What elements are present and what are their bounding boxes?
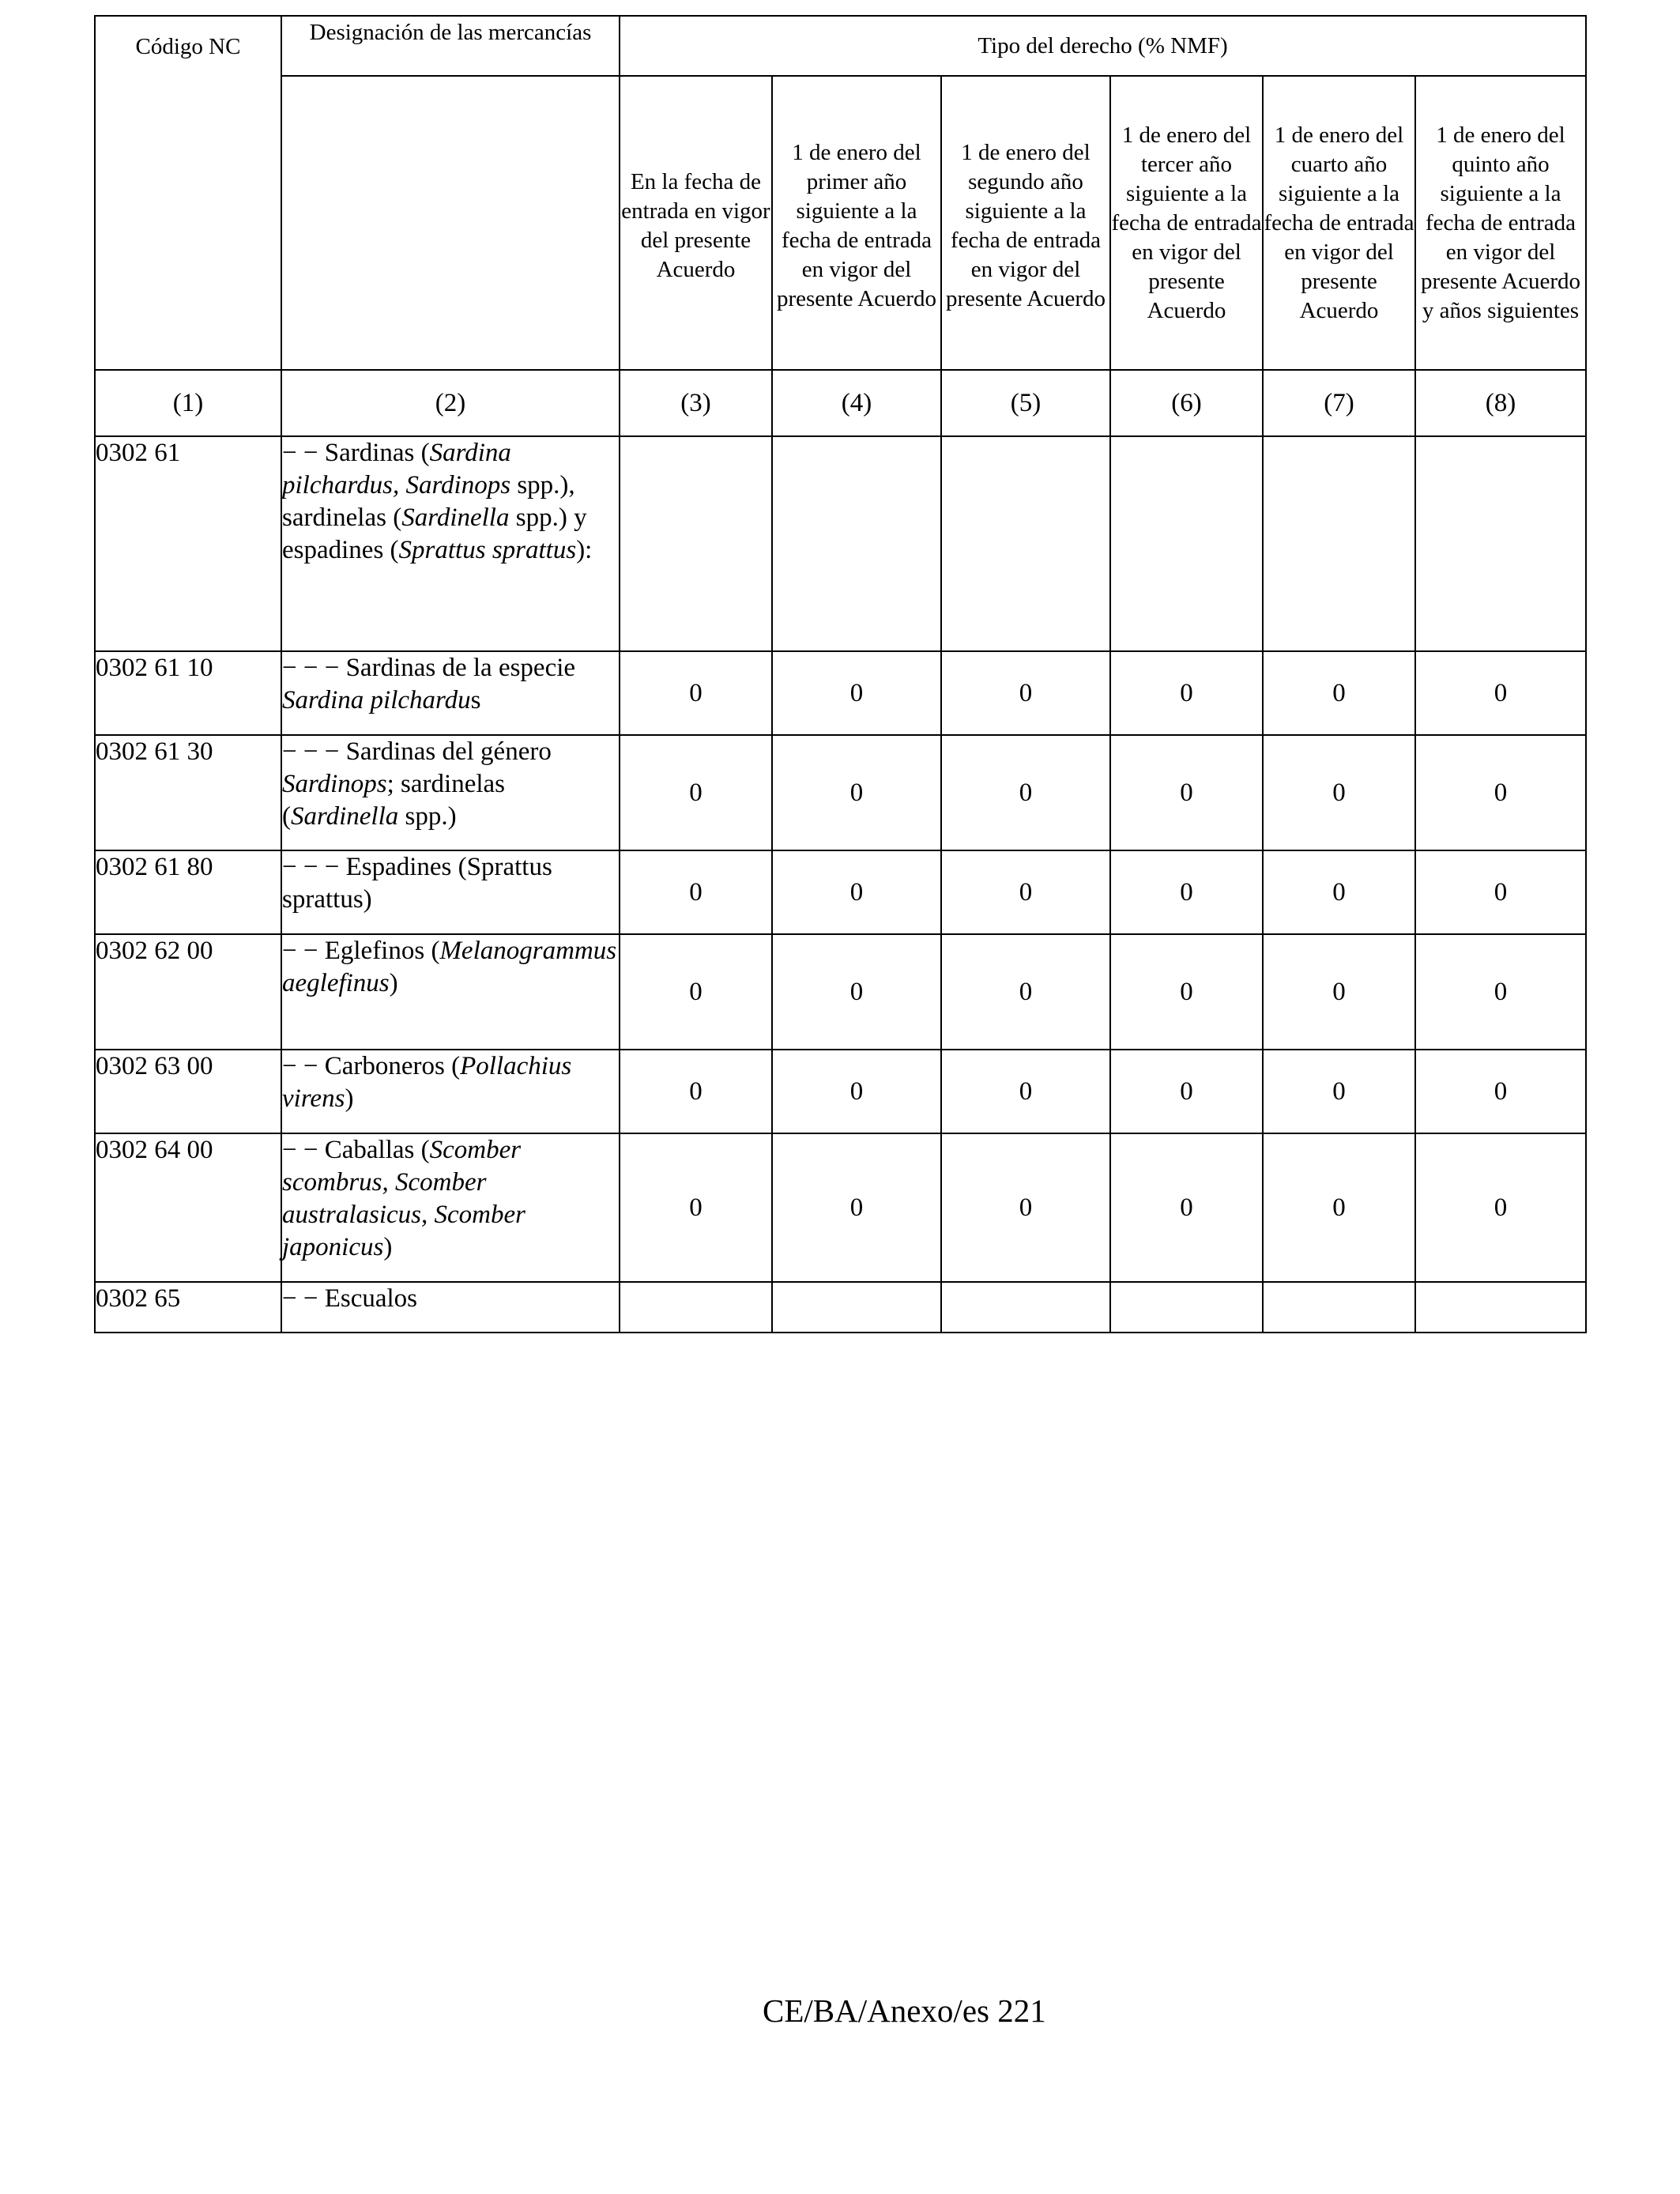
designation-cell (281, 1050, 620, 1133)
designation-italic-text: Scomber scombrus, Scomber australasicus, Scomber japonicus (282, 1136, 525, 1261)
duty-rate-cell: 0 (1110, 1050, 1263, 1133)
designation-text: s (470, 686, 481, 714)
duty-rate-cell: 0 (941, 1050, 1110, 1133)
cn-code-cell: 0302 61 80 (95, 850, 281, 934)
duty-rate-cell: 0 (1110, 850, 1263, 934)
page-footer: CE/BA/Anexo/es 221 (763, 1992, 1046, 2029)
duty-rate-cell: 0 (772, 1133, 941, 1282)
header-row-sub (95, 76, 1586, 370)
duty-rate-cell: 0 (772, 1050, 941, 1133)
designation-text: ) (389, 969, 398, 997)
designation-cell (281, 934, 620, 1050)
designation-cell (281, 735, 620, 850)
duty-rate-cell: 0 (1263, 850, 1415, 934)
duty-rate-cell: 0 (620, 850, 772, 934)
header-designation-blank (281, 76, 620, 370)
header-col-6: 1 de enero del tercer año siguiente a la fecha de entrada en vigor del presente Acuerdo (1110, 76, 1263, 370)
cn-code-cell: 0302 63 00 (95, 1050, 281, 1133)
duty-rate-cell: 0 (1415, 934, 1586, 1050)
designation-cell (281, 1133, 620, 1282)
duty-rate-cell: 0 (772, 735, 941, 850)
column-number: (8) (1415, 370, 1586, 436)
duty-rate-cell: 0 (1263, 934, 1415, 1050)
duty-rate-cell: 0 (620, 651, 772, 735)
designation-italic-text: Sardina pilchardus, Sardinops (282, 439, 511, 499)
designation-italic-text: Sardinella (291, 802, 399, 831)
duty-rate-cell: 0 (1263, 651, 1415, 735)
duty-rate-cell: 0 (1415, 850, 1586, 934)
duty-rate-cell (1415, 436, 1586, 651)
cn-code-cell: 0302 62 00 (95, 934, 281, 1050)
duty-rate-cell: 0 (1263, 1133, 1415, 1282)
designation-text: ) (345, 1084, 354, 1113)
duty-rate-cell (1110, 436, 1263, 651)
column-number: (7) (1263, 370, 1415, 436)
table-row (95, 934, 1586, 1050)
header-cn-code: Código NC (95, 16, 281, 370)
table-row (95, 1133, 1586, 1282)
duty-rate-cell: 0 (620, 1050, 772, 1133)
duty-rate-cell (620, 1282, 772, 1333)
designation-italic-text: Melanogrammus aeglefinus (282, 937, 617, 997)
designation-text: ) (383, 1233, 393, 1261)
header-duty-type: Tipo del derecho (% NMF) (620, 16, 1586, 76)
column-number-row (95, 370, 1586, 436)
duty-rate-cell: 0 (1110, 934, 1263, 1050)
designation-cell (281, 850, 620, 934)
duty-rate-cell (941, 1282, 1110, 1333)
duty-rate-cell: 0 (772, 934, 941, 1050)
duty-rate-cell: 0 (1415, 735, 1586, 850)
column-number: (4) (772, 370, 941, 436)
designation-text: − − Escualos (282, 1284, 418, 1313)
table-row (95, 651, 1586, 735)
duty-rate-cell: 0 (1110, 1133, 1263, 1282)
designation-text: spp.) (398, 802, 457, 831)
table-row (95, 436, 1586, 651)
duty-rate-cell: 0 (620, 735, 772, 850)
cn-code-cell: 0302 64 00 (95, 1133, 281, 1282)
designation-text: − − − Espadines (Sprattus sprattus) (282, 853, 552, 914)
designation-italic-text: Sprattus sprattus (398, 536, 577, 564)
designation-cell (281, 436, 620, 651)
header-col-3: En la fecha de entrada en vigor del presente Acuerdo (620, 76, 772, 370)
designation-italic-text: Sardinops (282, 770, 387, 798)
duty-rate-cell: 0 (1415, 1133, 1586, 1282)
column-number: (3) (620, 370, 772, 436)
cn-code-cell: 0302 61 10 (95, 651, 281, 735)
table-row (95, 735, 1586, 850)
duty-rate-cell (772, 436, 941, 651)
designation-italic-text: Pollachius virens (282, 1052, 572, 1113)
designation-text: − − − Sardinas del género (282, 737, 552, 766)
duty-rate-cell: 0 (941, 1133, 1110, 1282)
duty-rate-cell: 0 (941, 651, 1110, 735)
duty-rate-cell: 0 (1415, 651, 1586, 735)
designation-cell (281, 1282, 620, 1333)
designation-cell (281, 651, 620, 735)
duty-rate-cell: 0 (1263, 1050, 1415, 1133)
duty-rate-cell (1263, 1282, 1415, 1333)
duty-rate-cell: 0 (1110, 651, 1263, 735)
designation-text: spp.), sardinelas ( (282, 471, 575, 532)
designation-text: − − Caballas ( (282, 1136, 430, 1164)
duty-rate-cell (941, 436, 1110, 651)
header-designation: Designación de las mercancías (281, 16, 620, 76)
duty-rate-cell: 0 (1415, 1050, 1586, 1133)
duty-rate-cell: 0 (772, 651, 941, 735)
header-col-4: 1 de enero del primer año siguiente a la fecha de entrada en vigor del presente Acuerdo (772, 76, 941, 370)
designation-text: − − − Sardinas de la especie (282, 654, 576, 682)
column-number: (5) (941, 370, 1110, 436)
designation-italic-text: Sardinella (401, 503, 510, 532)
column-number: (6) (1110, 370, 1263, 436)
cn-code-cell: 0302 65 (95, 1282, 281, 1333)
duty-rate-cell: 0 (1263, 735, 1415, 850)
column-number: (1) (95, 370, 281, 436)
cn-code-cell: 0302 61 30 (95, 735, 281, 850)
duty-rate-cell (620, 436, 772, 651)
table-row (95, 850, 1586, 934)
duty-rate-cell (772, 1282, 941, 1333)
duty-rate-cell (1415, 1282, 1586, 1333)
duty-rate-cell: 0 (772, 850, 941, 934)
duty-rate-cell: 0 (620, 934, 772, 1050)
designation-text: spp.) y espadines ( (282, 503, 587, 564)
duty-rate-cell (1263, 436, 1415, 651)
duty-rate-cell: 0 (941, 934, 1110, 1050)
header-row-top (95, 16, 1586, 76)
header-col-5: 1 de enero del segundo año siguiente a la fecha de entrada en vigor del presente Acuerdo (941, 76, 1110, 370)
designation-text: − − Carboneros ( (282, 1052, 461, 1080)
designation-text: ): (576, 536, 593, 564)
duty-rate-cell (1110, 1282, 1263, 1333)
header-col-8: 1 de enero del quinto año siguiente a la fecha de entrada en vigor del presente Acuerdo y años siguientes (1415, 76, 1586, 370)
cn-code-cell: 0302 61 (95, 436, 281, 651)
table-row (95, 1050, 1586, 1133)
duty-rate-cell: 0 (941, 850, 1110, 934)
column-number: (2) (281, 370, 620, 436)
designation-text: − − Eglefinos ( (282, 937, 440, 965)
table-row (95, 1282, 1586, 1333)
designation-text: − − Sardinas ( (282, 439, 430, 467)
duty-rate-cell: 0 (941, 735, 1110, 850)
tariff-table (94, 15, 1587, 1333)
duty-rate-cell: 0 (1110, 735, 1263, 850)
designation-italic-text: Sardina pilchardu (282, 686, 471, 714)
duty-rate-cell: 0 (620, 1133, 772, 1282)
designation-text: ; sardinelas ( (282, 770, 506, 831)
header-col-7: 1 de enero del cuarto año siguiente a la fecha de entrada en vigor del presente Acuerdo (1263, 76, 1415, 370)
